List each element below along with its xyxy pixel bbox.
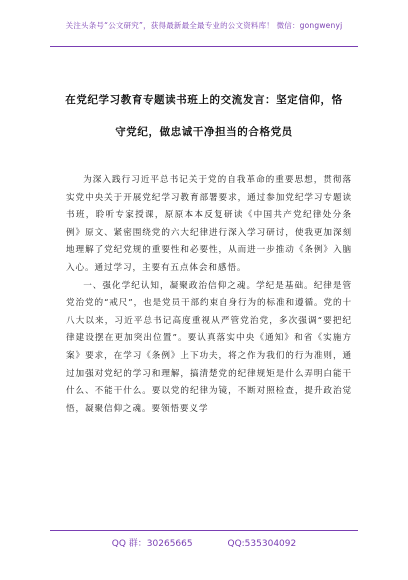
footer-qq-group: QQ 群：30265665 [111,539,193,549]
footer-qq-number: QQ:535304092 [227,539,297,549]
body-paragraph-2: 一、强化学纪认知，凝聚政治信仰之魂。学纪是基础。纪律是管党治党的“戒尺”，也是党员干部约束自身行为的标准和遵循。党的十八大以来，习近平总书记高度重视从严管党治党，多次强调“要把纪律建设摆在更加突出位置”。要认真落实中央《通知》和省《实施方案》要求，在学习《条例》上下功夫，将之作为我们的行为准则，通过加强对党纪的学习和理解，搞清楚党的纪律规矩是什么弄明白能干什么、不能干什么。要以党的纪律为镜，不断对照检查，提升政治觉悟，凝聚信仰之魂。要领悟要义学 [66,280,352,414]
document-title-line-2: 守党纪，做忠诚干净担当的合格党员 [115,126,293,138]
header-divider [50,46,358,47]
body-paragraph-1: 为深入践行习近平总书记关于党的自我革命的重要思想，贯彻落实党中央关于开展党纪学习教育部署要求，通过参加党纪学习专题读书班，聆听专家授课，原原本本反复研读《中国共产党纪律处分条例》原文、紧密围绕党的六大纪律进行深入学习研讨，使我更加深刻地理解了党纪党规的重要性和必要性，从而进一步推动《条例》入脑入心。通过学习，主要有五点体会和感悟。 [66,175,352,273]
page-footer [0,536,408,549]
footer-divider [50,530,358,531]
page-header: 关注头条号“公文研究”，获得最新最全最专业的公文资料库！ 微信：gongwenyj [65,21,343,30]
document-body [66,172,352,418]
document-title-line-1: 在党纪学习教育专题读书班上的交流发言：坚定信仰，恪 [65,94,343,106]
